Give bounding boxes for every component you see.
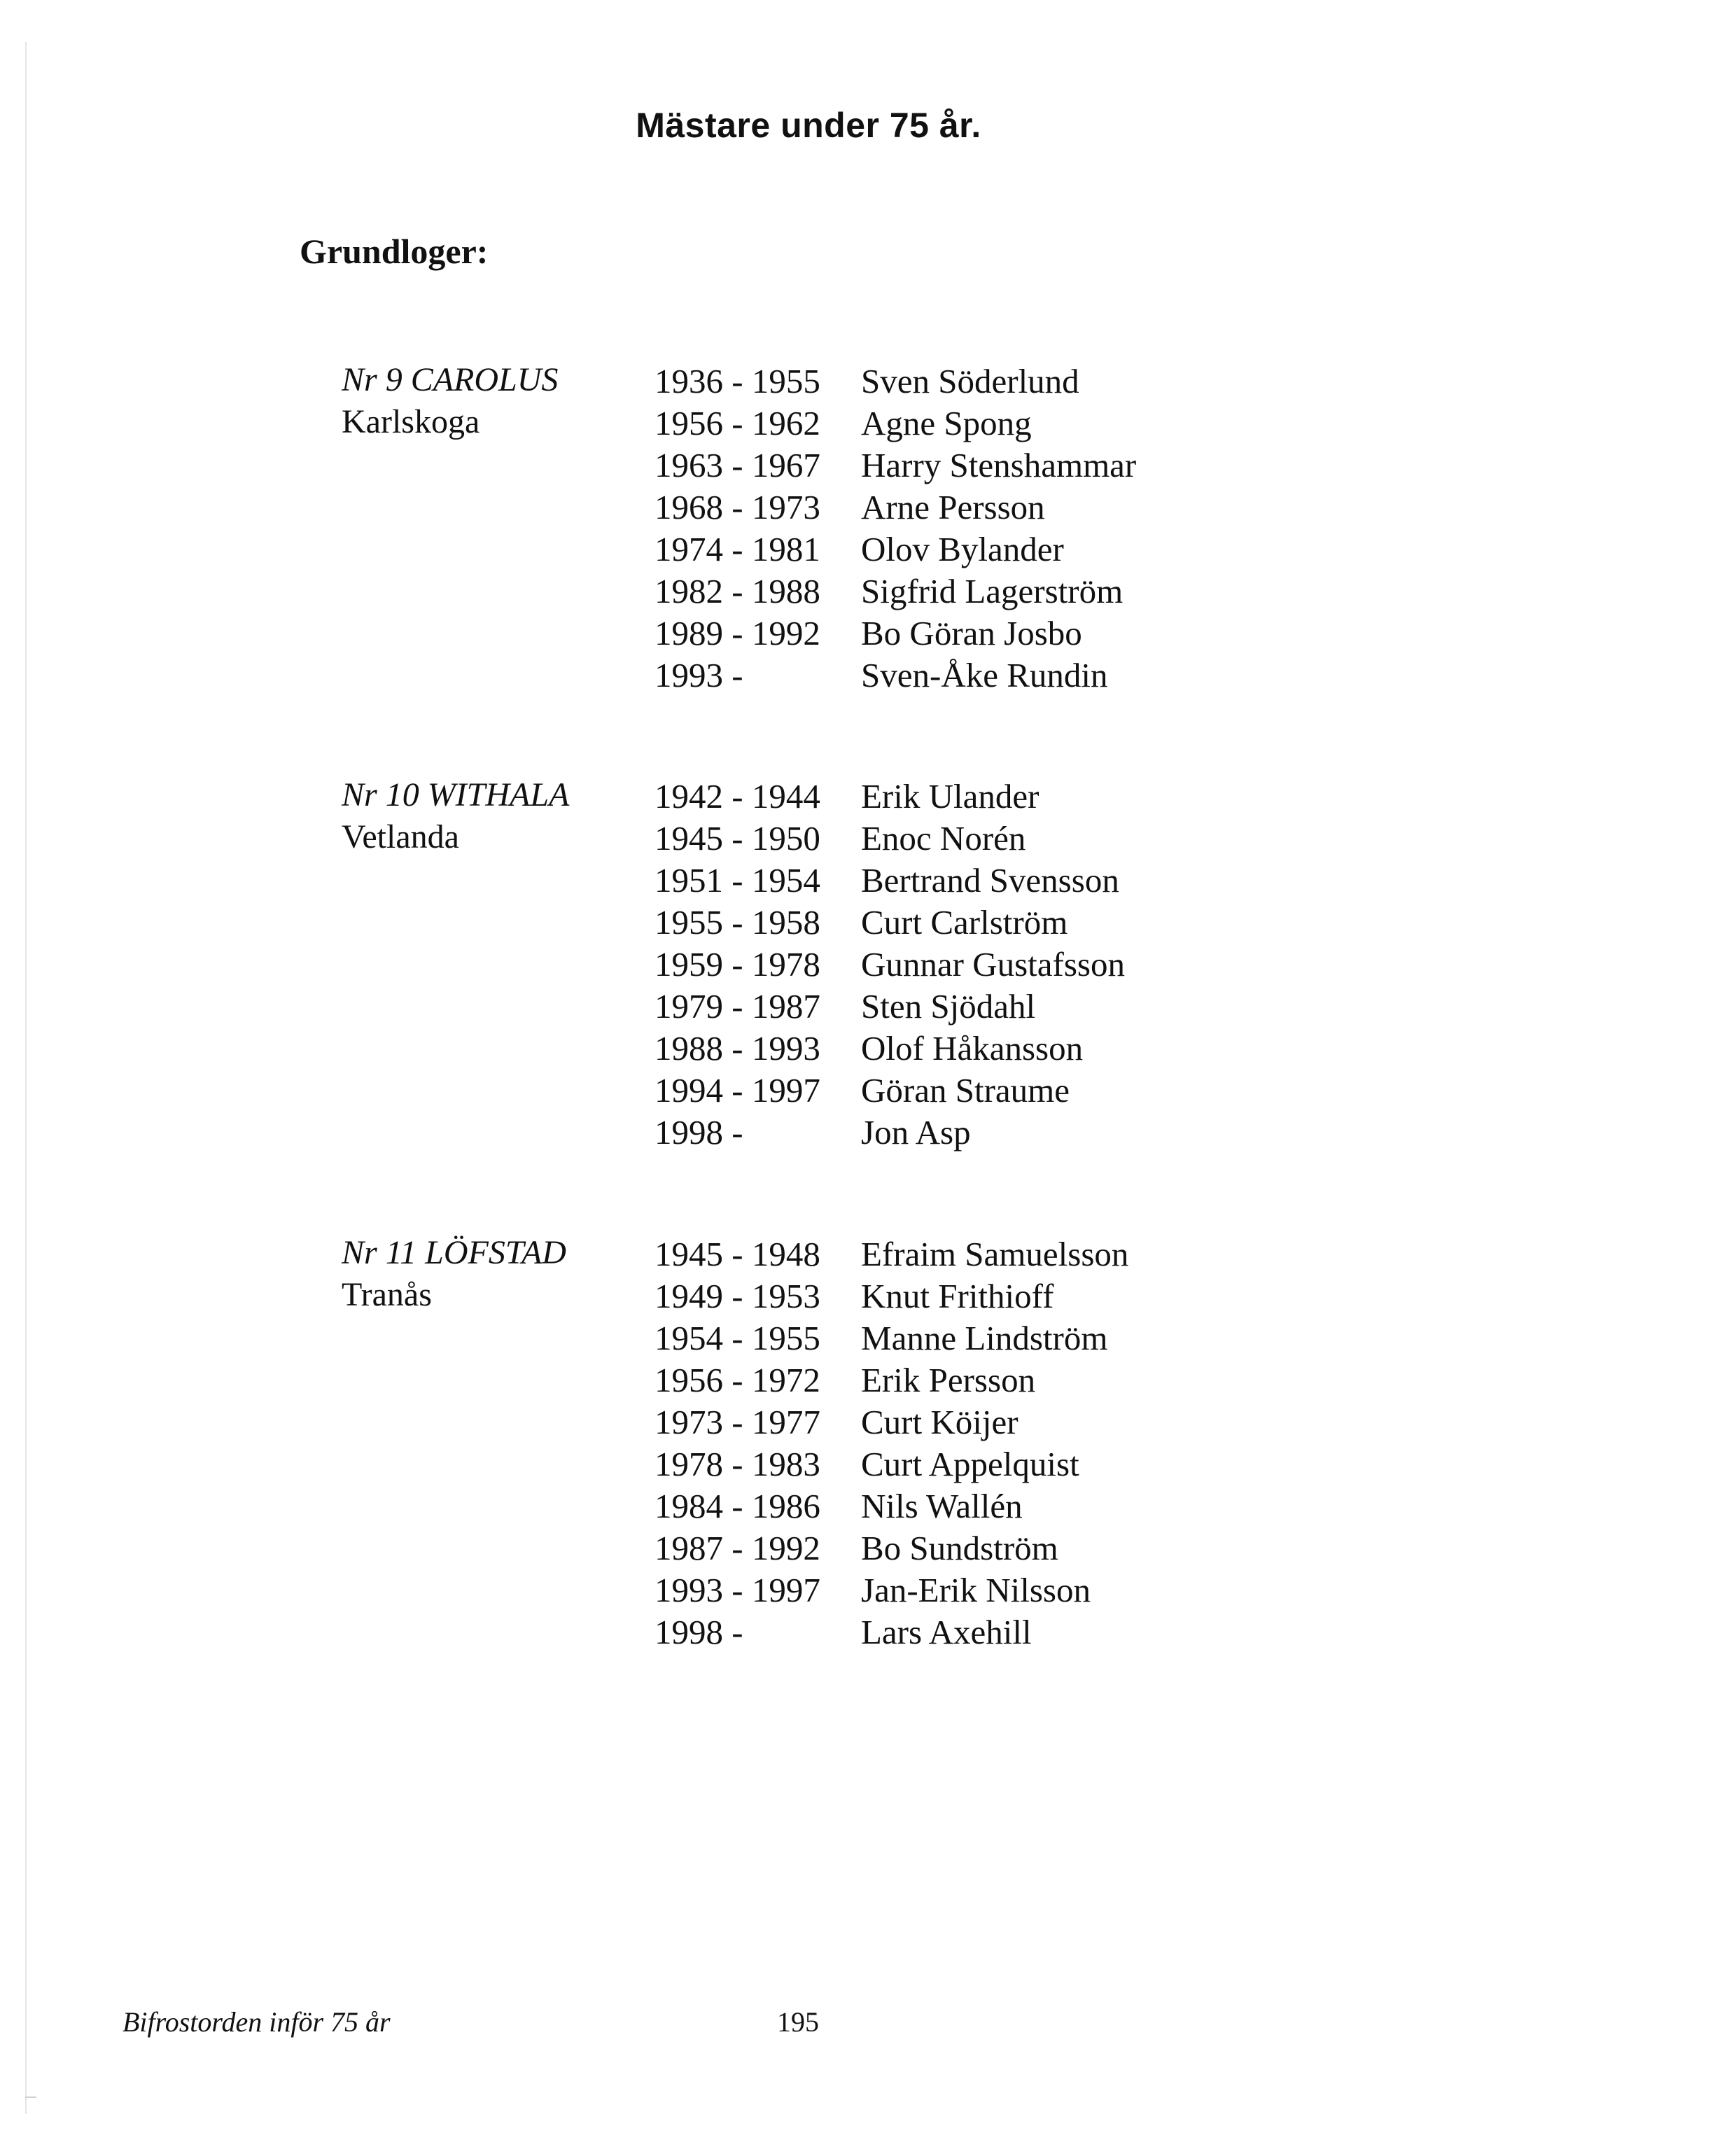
lodge-name: Nr 9 CAROLUS	[342, 361, 559, 398]
master-name: Lars Axehill	[861, 1613, 1032, 1651]
master-years: 1945 - 1948	[654, 1235, 820, 1273]
master-name: Bo Göran Josbo	[861, 614, 1082, 652]
lodge-city: Vetlanda	[342, 818, 459, 855]
master-years: 1998 -	[654, 1613, 743, 1651]
master-row	[654, 486, 1354, 528]
master-name: Erik Ulander	[861, 777, 1040, 816]
master-row	[654, 1112, 1354, 1154]
master-row	[654, 776, 1354, 818]
master-name: Arne Persson	[861, 488, 1045, 526]
master-name: Curt Carlström	[861, 903, 1068, 941]
master-years: 1998 -	[654, 1113, 743, 1152]
master-row	[654, 402, 1354, 444]
master-row	[654, 1443, 1354, 1485]
master-years: 1978 - 1983	[654, 1445, 820, 1483]
master-row	[654, 444, 1354, 486]
master-name: Jon Asp	[861, 1113, 971, 1152]
master-name: Knut Frithioff	[861, 1277, 1054, 1315]
master-row	[654, 570, 1354, 612]
master-list	[654, 776, 1354, 1154]
master-name: Curt Appelquist	[861, 1445, 1079, 1483]
master-row	[654, 612, 1354, 654]
master-years: 1987 - 1992	[654, 1529, 820, 1567]
lodge-name: Nr 10 WITHALA	[342, 776, 570, 813]
master-name: Efraim Samuelsson	[861, 1235, 1129, 1273]
page-edge-line	[25, 42, 27, 2114]
master-years: 1974 - 1981	[654, 530, 820, 568]
master-name: Nils Wallén	[861, 1487, 1023, 1525]
master-name: Sigfrid Lagerström	[861, 572, 1124, 610]
master-years: 1942 - 1944	[654, 777, 820, 816]
section-heading: Grundloger:	[300, 232, 489, 271]
master-years: 1984 - 1986	[654, 1487, 820, 1525]
master-row	[654, 1611, 1354, 1653]
master-row	[654, 902, 1354, 944]
page-number: 195	[777, 2006, 819, 2038]
master-row	[654, 1569, 1354, 1611]
master-row	[654, 654, 1354, 696]
master-row	[654, 944, 1354, 986]
master-row	[654, 818, 1354, 860]
master-row	[654, 986, 1354, 1028]
master-row	[654, 1275, 1354, 1317]
footer-book-title: Bifrostorden inför 75 år	[122, 2006, 391, 2038]
lodge-city: Tranås	[342, 1276, 432, 1313]
master-list	[654, 360, 1354, 696]
master-name: Manne Lindström	[861, 1319, 1108, 1357]
master-years: 1988 - 1993	[654, 1029, 820, 1068]
master-years: 1963 - 1967	[654, 446, 820, 484]
master-row	[654, 1485, 1354, 1527]
master-name: Bertrand Svensson	[861, 861, 1119, 899]
master-row	[654, 1028, 1354, 1070]
master-row	[654, 1070, 1354, 1112]
master-name: Harry Stenshammar	[861, 446, 1137, 484]
master-row	[654, 860, 1354, 902]
master-name: Sten Sjödahl	[861, 987, 1036, 1026]
master-years: 1973 - 1977	[654, 1403, 820, 1441]
master-row	[654, 360, 1354, 402]
master-years: 1979 - 1987	[654, 987, 820, 1026]
master-years: 1982 - 1988	[654, 572, 820, 610]
master-years: 1993 - 1997	[654, 1571, 820, 1609]
master-name: Olov Bylander	[861, 530, 1064, 568]
master-years: 1959 - 1978	[654, 945, 820, 983]
master-name: Agne Spong	[861, 404, 1032, 442]
master-name: Bo Sundström	[861, 1529, 1058, 1567]
master-name: Enoc Norén	[861, 819, 1026, 858]
lodge-name: Nr 11 LÖFSTAD	[342, 1234, 566, 1271]
master-name: Sven Söderlund	[861, 362, 1079, 400]
master-years: 1949 - 1953	[654, 1277, 820, 1315]
lodge-city: Karlskoga	[342, 403, 480, 440]
master-name: Göran Straume	[861, 1071, 1070, 1110]
master-row	[654, 528, 1354, 570]
master-years: 1994 - 1997	[654, 1071, 820, 1110]
master-name: Olof Håkansson	[861, 1029, 1084, 1068]
master-years: 1989 - 1992	[654, 614, 820, 652]
master-years: 1951 - 1954	[654, 861, 820, 899]
master-years: 1993 -	[654, 656, 743, 694]
master-years: 1945 - 1950	[654, 819, 820, 858]
master-years: 1968 - 1973	[654, 488, 820, 526]
master-years: 1956 - 1972	[654, 1361, 820, 1399]
master-years: 1956 - 1962	[654, 404, 820, 442]
page-edge-mark	[25, 2096, 36, 2098]
master-name: Curt Köijer	[861, 1403, 1018, 1441]
master-name: Gunnar Gustafsson	[861, 945, 1125, 983]
master-name: Sven-Åke Rundin	[861, 656, 1108, 694]
master-row	[654, 1527, 1354, 1569]
master-years: 1936 - 1955	[654, 362, 820, 400]
master-years: 1955 - 1958	[654, 903, 820, 941]
master-row	[654, 1359, 1354, 1401]
master-row	[654, 1317, 1354, 1359]
master-list	[654, 1233, 1354, 1653]
master-name: Erik Persson	[861, 1361, 1036, 1399]
master-years: 1954 - 1955	[654, 1319, 820, 1357]
page-title: Mästare under 75 år.	[636, 106, 981, 145]
master-row	[654, 1233, 1354, 1275]
master-row	[654, 1401, 1354, 1443]
master-name: Jan-Erik Nilsson	[861, 1571, 1091, 1609]
